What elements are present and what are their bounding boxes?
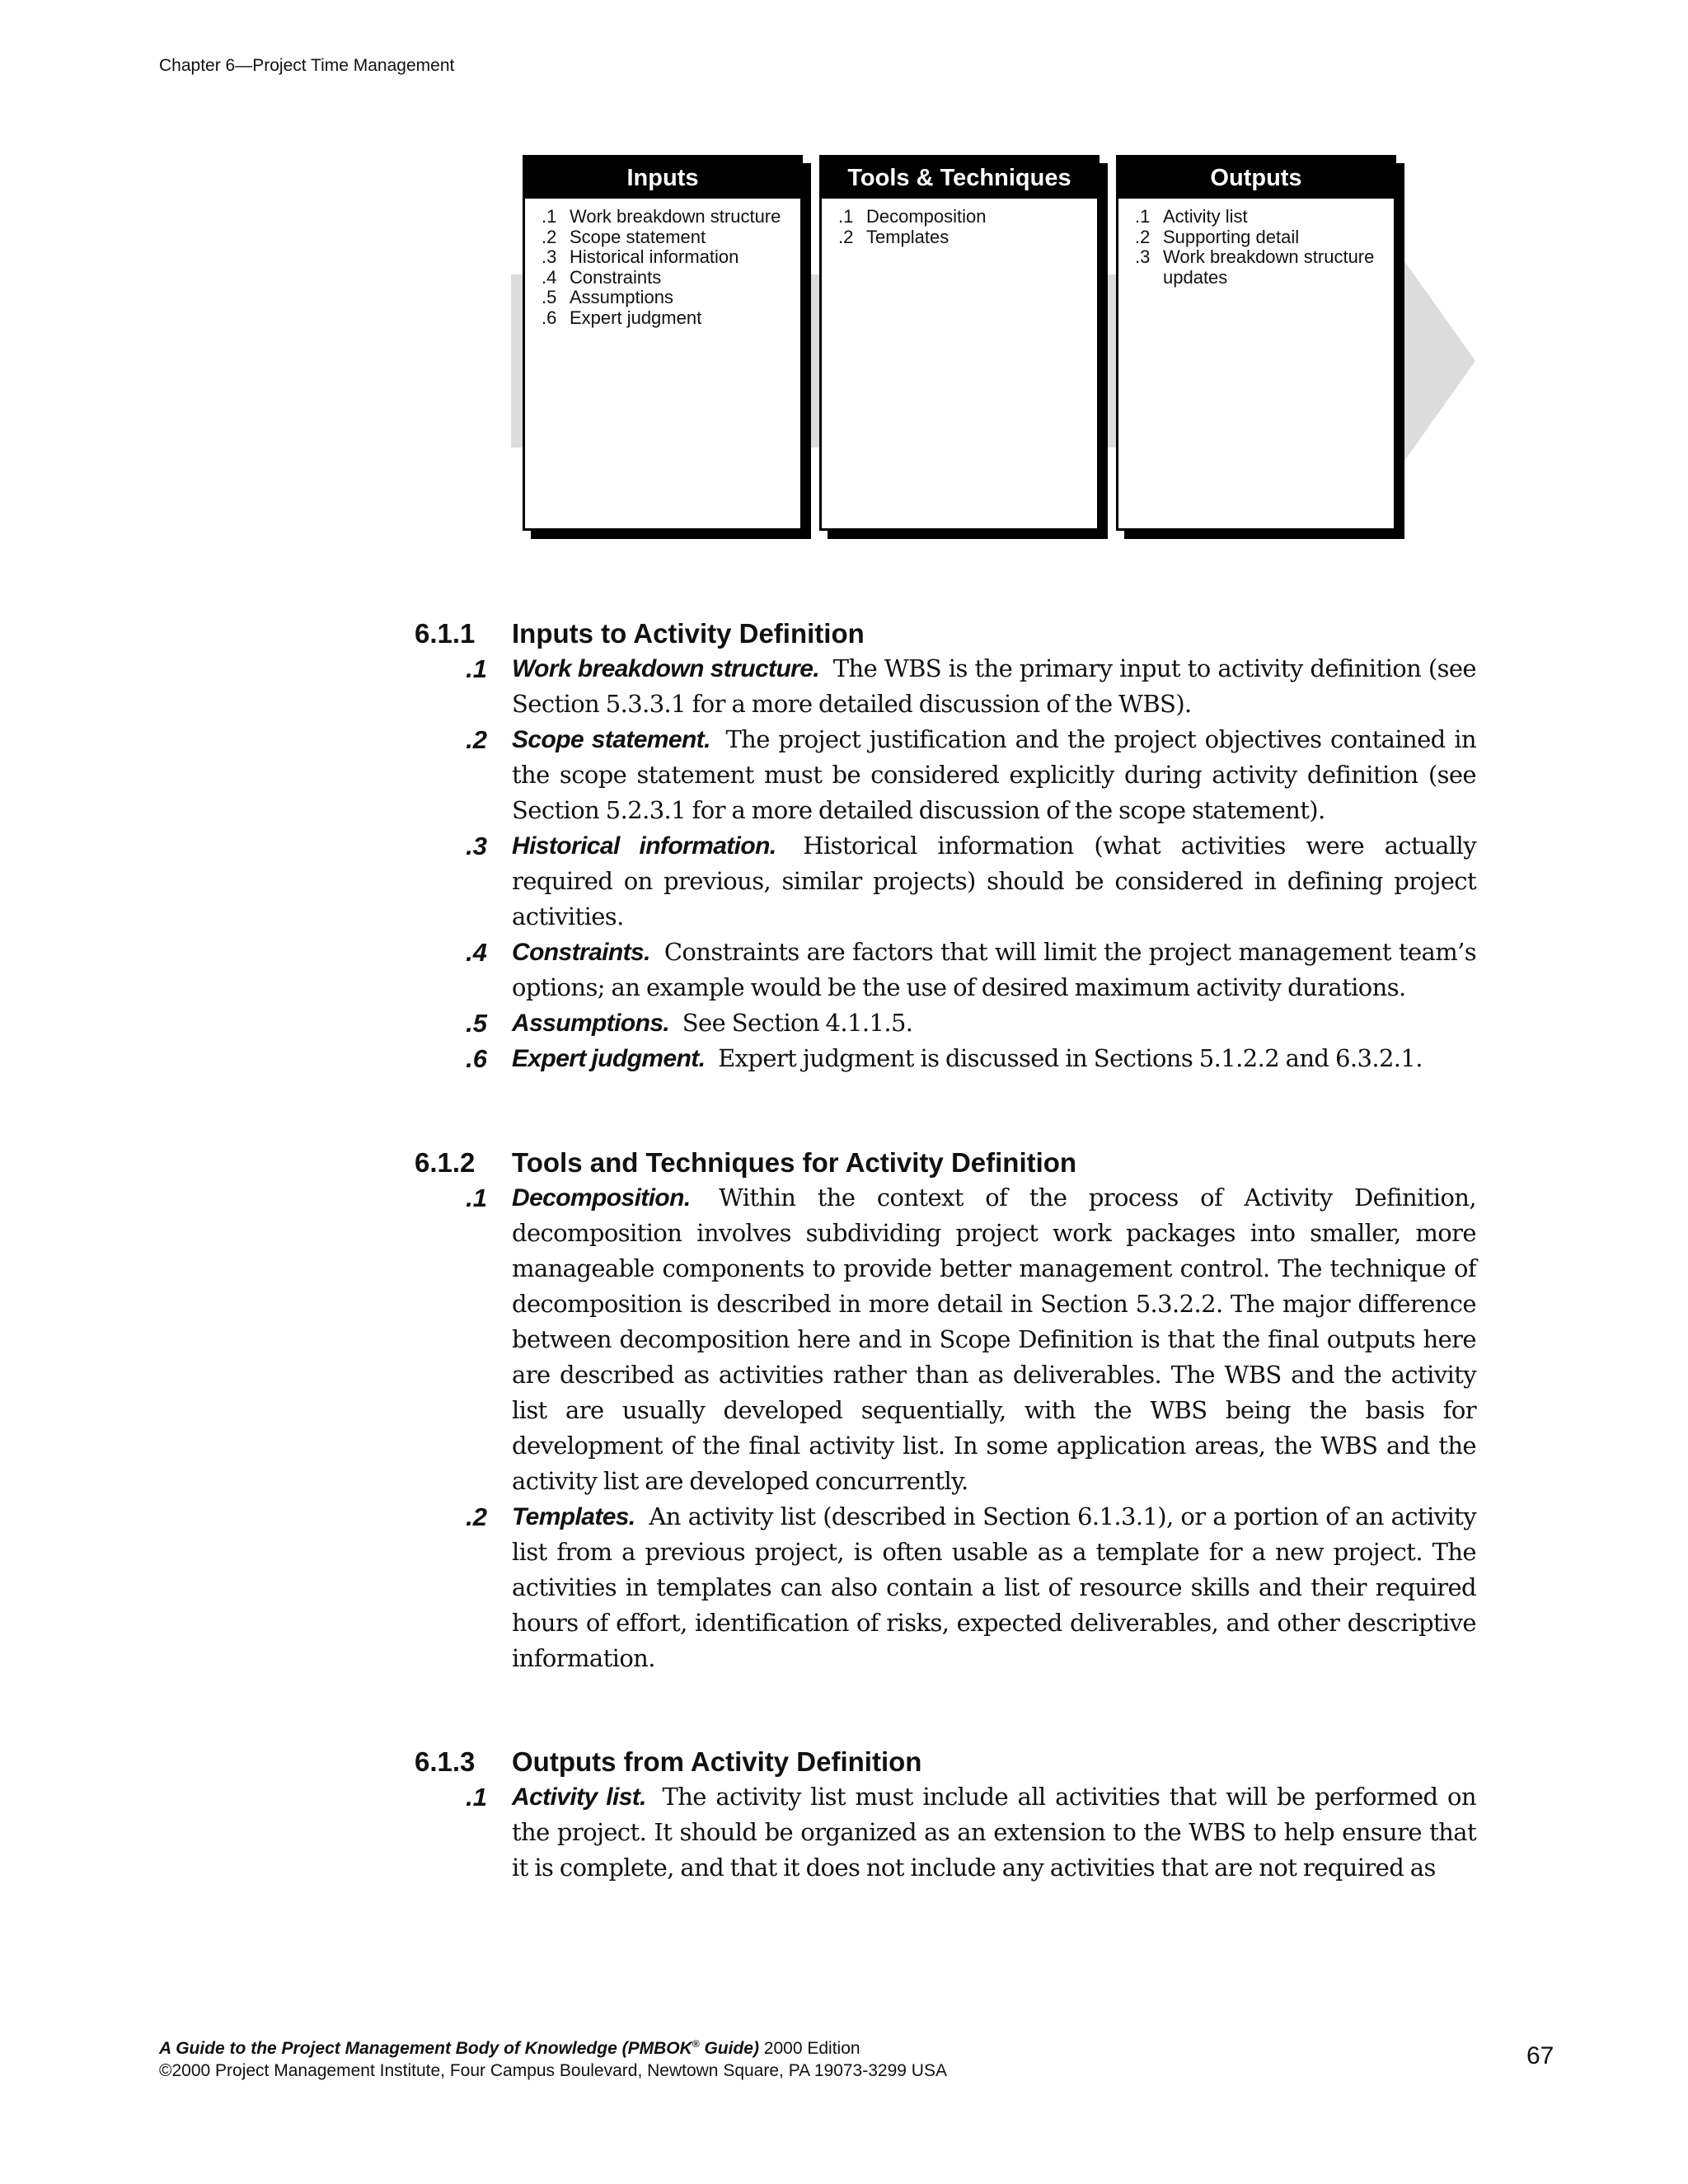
item-number: .2 <box>466 725 487 754</box>
section-title: Outputs from Activity Definition <box>512 1746 922 1777</box>
list-item <box>415 935 1478 1005</box>
item-title: Assumptions. <box>512 1010 670 1037</box>
section-heading <box>415 1145 1478 1180</box>
item-body <box>512 722 1476 828</box>
item-text: The project justification and the project objectives contained in the scope statement must be considered explicitly during activity definition (see Section 5.2.3.1 for a more detailed discussion of the scope statement). <box>512 725 1477 824</box>
outputs-list <box>1118 199 1394 288</box>
item-number: .1 <box>466 654 487 683</box>
item-number: .5 <box>466 1009 487 1038</box>
item-text: Expert judgment is discussed in Sections 5.1.2.2 and 6.3.2.1. <box>718 1044 1423 1072</box>
item-title: Templates. <box>512 1503 635 1530</box>
item-text: An activity list (described in Section 6.1.3.1), or a portion of an activity list from a previous project, is often usable as a template for a new project. The activities in templates can also contain a list of resource skills and their required hours of effort, identification of risks, expected deliverables, and other descriptive information. <box>512 1502 1476 1672</box>
item-title: Activity list. <box>512 1783 646 1811</box>
registered-mark: ® <box>692 2038 700 2050</box>
item-number: .4 <box>542 266 557 288</box>
item-body <box>512 1041 1476 1076</box>
section-6-1-2 <box>415 1145 1478 1676</box>
item-text: Supporting detail <box>1163 226 1300 247</box>
item-title: Expert judgment. <box>512 1045 706 1072</box>
item-text: The activity list must include all activities that will be performed on the project. It should be organized as an extension to the WBS to help ensure that it is complete, and that it does not include any activities that are not required as <box>512 1783 1476 1882</box>
item-title: Decomposition. <box>512 1184 691 1212</box>
section-title: Inputs to Activity Definition <box>512 618 865 649</box>
item-text: Decomposition <box>866 206 987 227</box>
list-item <box>542 308 800 329</box>
tools-title: Tools & Techniques <box>822 157 1097 199</box>
tools-box <box>819 155 1100 531</box>
item-text: Historical information <box>570 246 739 267</box>
item-number: .2 <box>466 1502 487 1531</box>
list-item <box>542 227 800 248</box>
list-item <box>415 1005 1478 1041</box>
item-number: .1 <box>466 1183 487 1212</box>
section-6-1-1 <box>415 616 1478 1076</box>
item-title: Constraints. <box>512 939 650 966</box>
item-number: .2 <box>542 226 557 247</box>
item-text: Assumptions <box>570 287 673 307</box>
item-body <box>512 651 1476 722</box>
item-body <box>512 828 1476 935</box>
outputs-title: Outputs <box>1118 157 1394 199</box>
inputs-title: Inputs <box>525 157 800 199</box>
inputs-box <box>523 155 803 531</box>
item-number: .6 <box>542 307 557 328</box>
footer-book-title: A Guide to the Project Management Body of Knowledge (PMBOK <box>159 2039 692 2058</box>
running-head: Chapter 6—Project Time Management <box>159 56 455 75</box>
list-item <box>415 1779 1478 1886</box>
list-item <box>1135 247 1394 288</box>
section-heading <box>415 1744 1478 1779</box>
footer-book-title-end: Guide) <box>699 2039 759 2058</box>
section-6-1-3 <box>415 1744 1478 1886</box>
item-number: .1 <box>838 206 854 227</box>
section-number: 6.1.3 <box>415 1746 476 1777</box>
item-number: .3 <box>1135 246 1151 267</box>
item-number: .3 <box>542 246 557 267</box>
list-item <box>542 288 800 308</box>
item-number: .5 <box>542 287 557 307</box>
item-body <box>512 1499 1476 1676</box>
item-text: Constraints <box>570 266 662 288</box>
list-item <box>1135 227 1394 248</box>
list-item <box>838 227 1097 248</box>
item-text: Within the context of the process of Activity Definition, decomposition involves subdividing project work packages into smaller, more manageable components to provide better management control. The technique of decomposition is described in more detail in Section 5.3.2.2. The major difference between decomposition here and in Scope Definition is that the final outputs here are described as activities rather than as deliverables. The WBS and the activity list are usually developed sequentially, with the WBS being the basis for development of the final activity list. In some application areas, the WBS and the activity list are developed concurrently. <box>512 1183 1477 1495</box>
list-item <box>415 828 1478 935</box>
list-item <box>838 207 1097 227</box>
item-number: .4 <box>466 938 487 967</box>
list-item <box>542 207 800 227</box>
list-item <box>542 247 800 268</box>
item-text: Historical information (what activities were actually required on previous, similar projects) should be considered in defining project activities. <box>512 832 1477 930</box>
list-item <box>1135 207 1394 227</box>
list-item <box>415 1041 1478 1076</box>
item-body <box>512 935 1476 1005</box>
item-text: Activity list <box>1163 206 1248 227</box>
page-footer <box>159 2033 947 2082</box>
item-text: Templates <box>866 226 950 247</box>
page-number: 67 <box>1526 2042 1554 2069</box>
item-title: Work breakdown structure. <box>512 655 820 682</box>
item-number: .6 <box>466 1044 487 1073</box>
item-number: .3 <box>466 832 487 860</box>
list-item <box>415 1499 1478 1676</box>
item-number: .1 <box>542 206 557 227</box>
footer-edition: 2000 Edition <box>758 2039 860 2058</box>
item-text: Scope statement <box>570 226 706 247</box>
list-item <box>415 651 1478 722</box>
section-number: 6.1.1 <box>415 618 476 649</box>
item-text: Work breakdown structure <box>570 206 781 227</box>
item-text: Constraints are factors that will limit the project management team’s options; an example would be the use of desired maximum activity durations. <box>512 938 1477 1001</box>
item-number: .2 <box>1135 226 1151 247</box>
item-title: Scope statement. <box>512 726 710 753</box>
tools-list <box>822 199 1097 247</box>
section-heading <box>415 616 1478 651</box>
footer-copyright: ©2000 Project Management Institute, Four Campus Boulevard, Newtown Square, PA 19073-3299 USA <box>159 2061 947 2080</box>
list-item <box>542 268 800 288</box>
inputs-list <box>525 199 800 328</box>
item-body <box>512 1779 1476 1886</box>
outputs-box <box>1116 155 1396 531</box>
item-number: .1 <box>1135 206 1151 227</box>
item-number: .2 <box>838 226 854 247</box>
item-body <box>512 1005 1476 1041</box>
list-item <box>415 1180 1478 1499</box>
section-title: Tools and Techniques for Activity Definition <box>512 1147 1077 1178</box>
item-number: .1 <box>466 1783 487 1811</box>
list-item <box>415 722 1478 828</box>
section-number: 6.1.2 <box>415 1147 476 1178</box>
item-body <box>512 1180 1476 1499</box>
item-title: Historical information. <box>512 832 776 860</box>
item-text: Expert judgment <box>570 307 702 328</box>
item-text: See Section 4.1.1.5. <box>682 1009 913 1037</box>
item-text: Work breakdown structure updates <box>1163 246 1375 288</box>
ito-diagram <box>511 155 1484 551</box>
footer-title-line <box>159 2033 947 2060</box>
item-text: The WBS is the primary input to activity definition (see Section 5.3.3.1 for a more detailed discussion of the WBS). <box>512 654 1476 718</box>
